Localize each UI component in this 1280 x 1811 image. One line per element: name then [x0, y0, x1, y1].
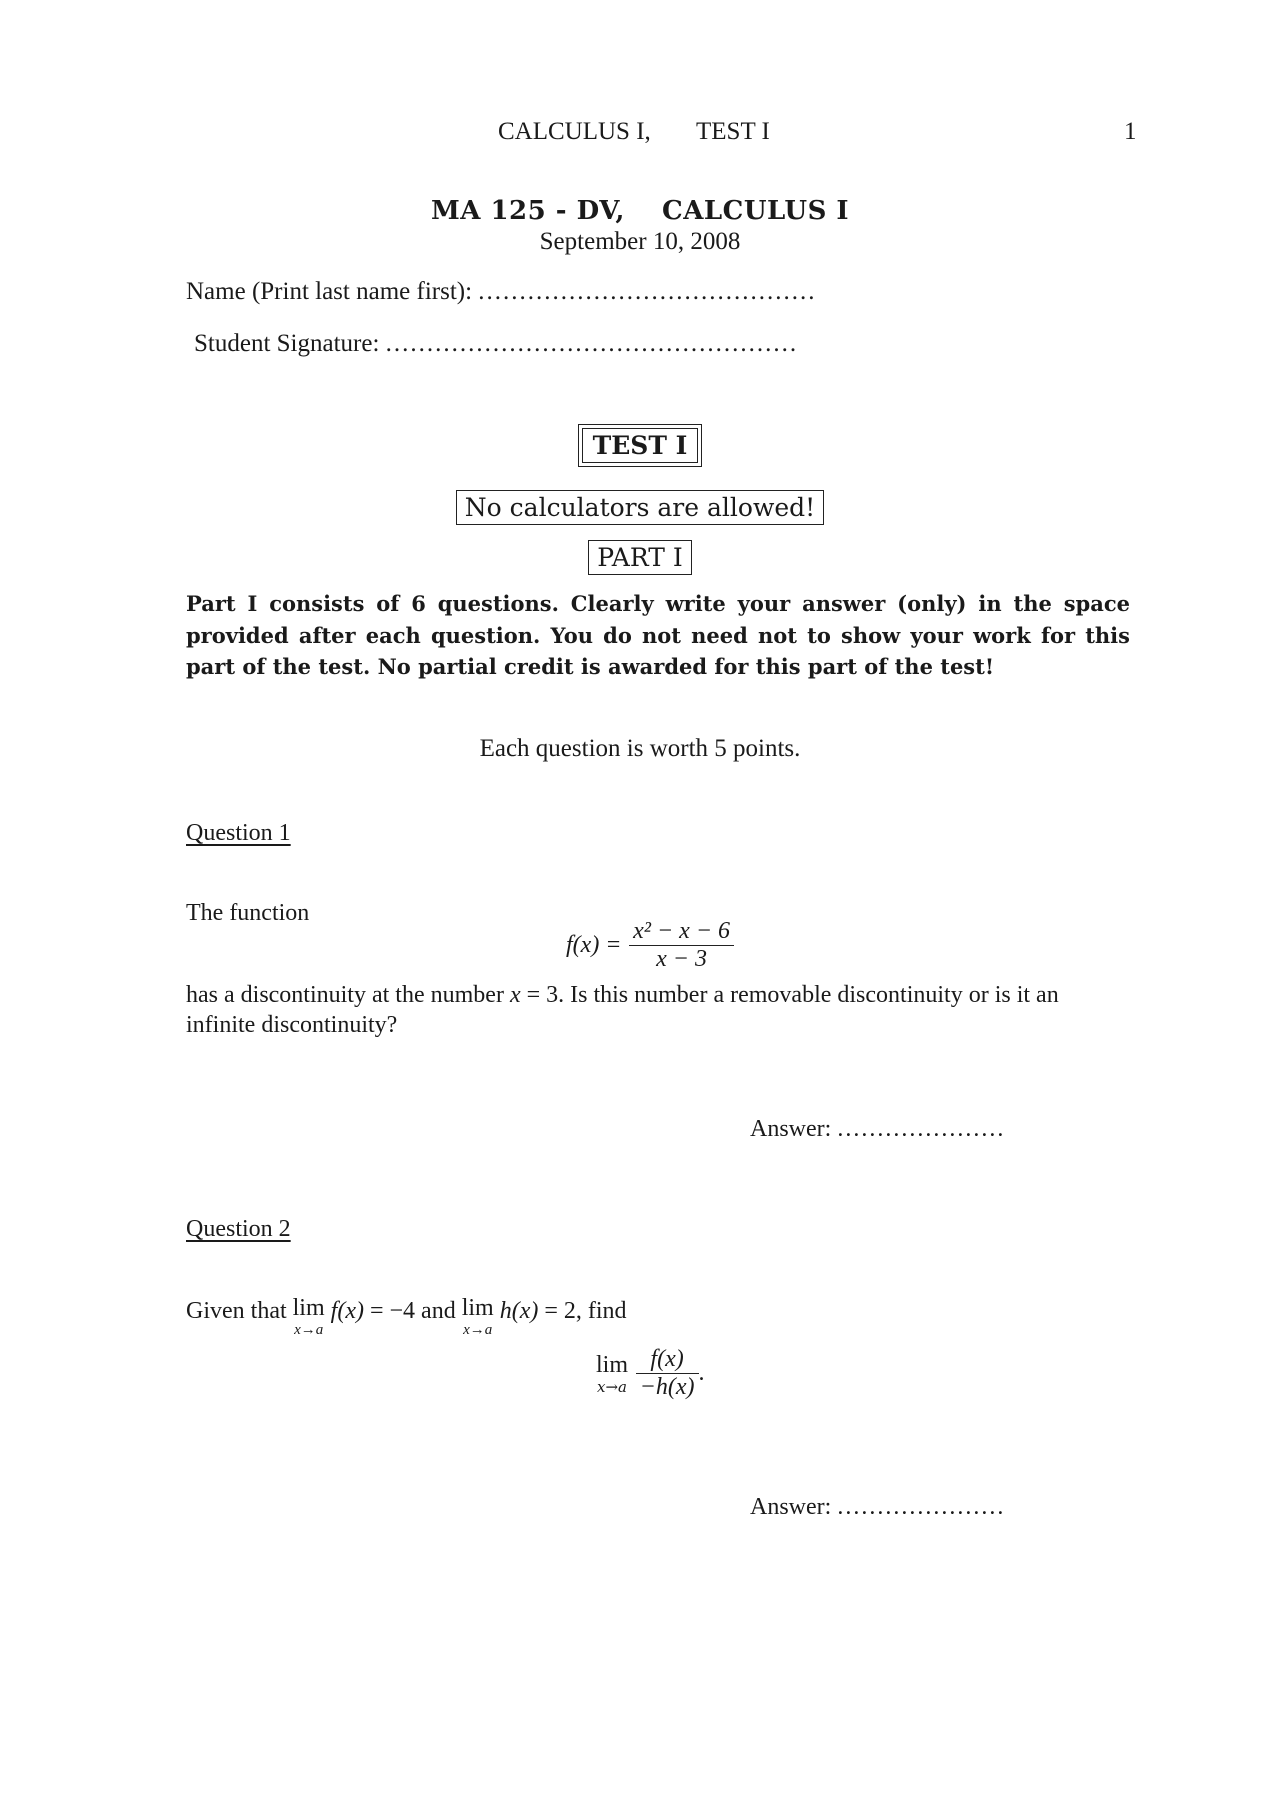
question-1-text [186, 980, 1136, 1010]
q2-and: and [421, 1298, 456, 1324]
q2-given: Given that [186, 1298, 287, 1324]
part-box: PART I [588, 540, 691, 575]
q2-answer-dots: ..................... [837, 1494, 1006, 1520]
test-box-label: TEST I [582, 428, 699, 463]
test-box-row [0, 424, 1280, 467]
q1-text-var: x [509, 982, 521, 1008]
question-1-intro: The function [186, 900, 310, 926]
q2-lim-f-sub: x→a [294, 1322, 324, 1338]
q1-fraction [629, 918, 734, 973]
points-note: Each question is worth 5 points. [479, 735, 801, 762]
q2-lim-f [293, 1296, 325, 1338]
course-code: MA 125 - DV, [430, 196, 625, 226]
q2-lim-h-sub: x→a [463, 1322, 493, 1338]
exam-date: September 10, 2008 [539, 228, 741, 255]
test-box [578, 424, 703, 467]
question-1-equation [566, 918, 734, 973]
q1-text-c: infinite discontinuity? [186, 1012, 398, 1038]
q2-lim-h-word: lim [461, 1295, 494, 1321]
signature-dots: .................................................. [385, 330, 799, 357]
question-1-label: Question 1 [186, 820, 291, 846]
page-number: 1 [1124, 118, 1137, 145]
q1-numerator: x² − x − 6 [629, 918, 734, 946]
exam-title [0, 196, 1280, 226]
name-label: Name (Print last name first): [186, 278, 473, 305]
question-2-equation [596, 1346, 705, 1401]
question-1-answer[interactable] [750, 1116, 1005, 1143]
q2-f-expr: f(x) [330, 1298, 364, 1324]
name-field[interactable] [186, 278, 817, 306]
instructions: Part I consists of 6 questions. Clearly write your answer (only) in the space provided after each question. You do not need not to show your work for this part of the test. No partial credit is awarded for this part of the test! [186, 591, 1130, 679]
q1-text-b: = 3. Is this number a removable discontinuity or is it an [526, 982, 1059, 1008]
no-calculators-row [0, 490, 1280, 525]
q2-main-lim-word: lim [596, 1351, 629, 1378]
q2-f-value: = −4 [369, 1298, 416, 1324]
q2-lim-h [462, 1296, 494, 1338]
q1-answer-label: Answer: [750, 1116, 832, 1142]
no-calculators-box: No calculators are allowed! [456, 490, 824, 525]
signature-field[interactable] [194, 330, 798, 358]
q2-h-value: = 2, find [544, 1298, 627, 1324]
q1-lhs: f(x) = [566, 932, 622, 958]
course-name: CALCULUS I [662, 196, 850, 226]
q2-main-lim-sub: x→a [597, 1377, 627, 1396]
q2-main-lim [596, 1353, 628, 1395]
q1-answer-dots: ..................... [837, 1116, 1006, 1142]
q2-period: . [698, 1360, 705, 1386]
q1-text-a: has a discontinuity at the number [186, 982, 504, 1008]
part-box-row [0, 540, 1280, 575]
q2-answer-label: Answer: [750, 1494, 832, 1520]
question-2-label: Question 2 [186, 1216, 291, 1242]
question-2-given [186, 1296, 627, 1338]
signature-label: Student Signature: [194, 330, 380, 357]
question-2-answer[interactable] [750, 1494, 1005, 1521]
q2-lim-f-word: lim [292, 1295, 325, 1321]
q2-h-expr: h(x) [499, 1298, 539, 1324]
q2-denominator: −h(x) [639, 1374, 695, 1400]
name-dots: ......................................... [478, 278, 817, 305]
running-head-test: TEST I [696, 118, 770, 145]
q2-numerator: f(x) [636, 1346, 699, 1374]
running-head-course: CALCULUS I, [498, 118, 651, 145]
q1-denominator: x − 3 [656, 946, 708, 972]
q2-fraction [636, 1346, 699, 1401]
